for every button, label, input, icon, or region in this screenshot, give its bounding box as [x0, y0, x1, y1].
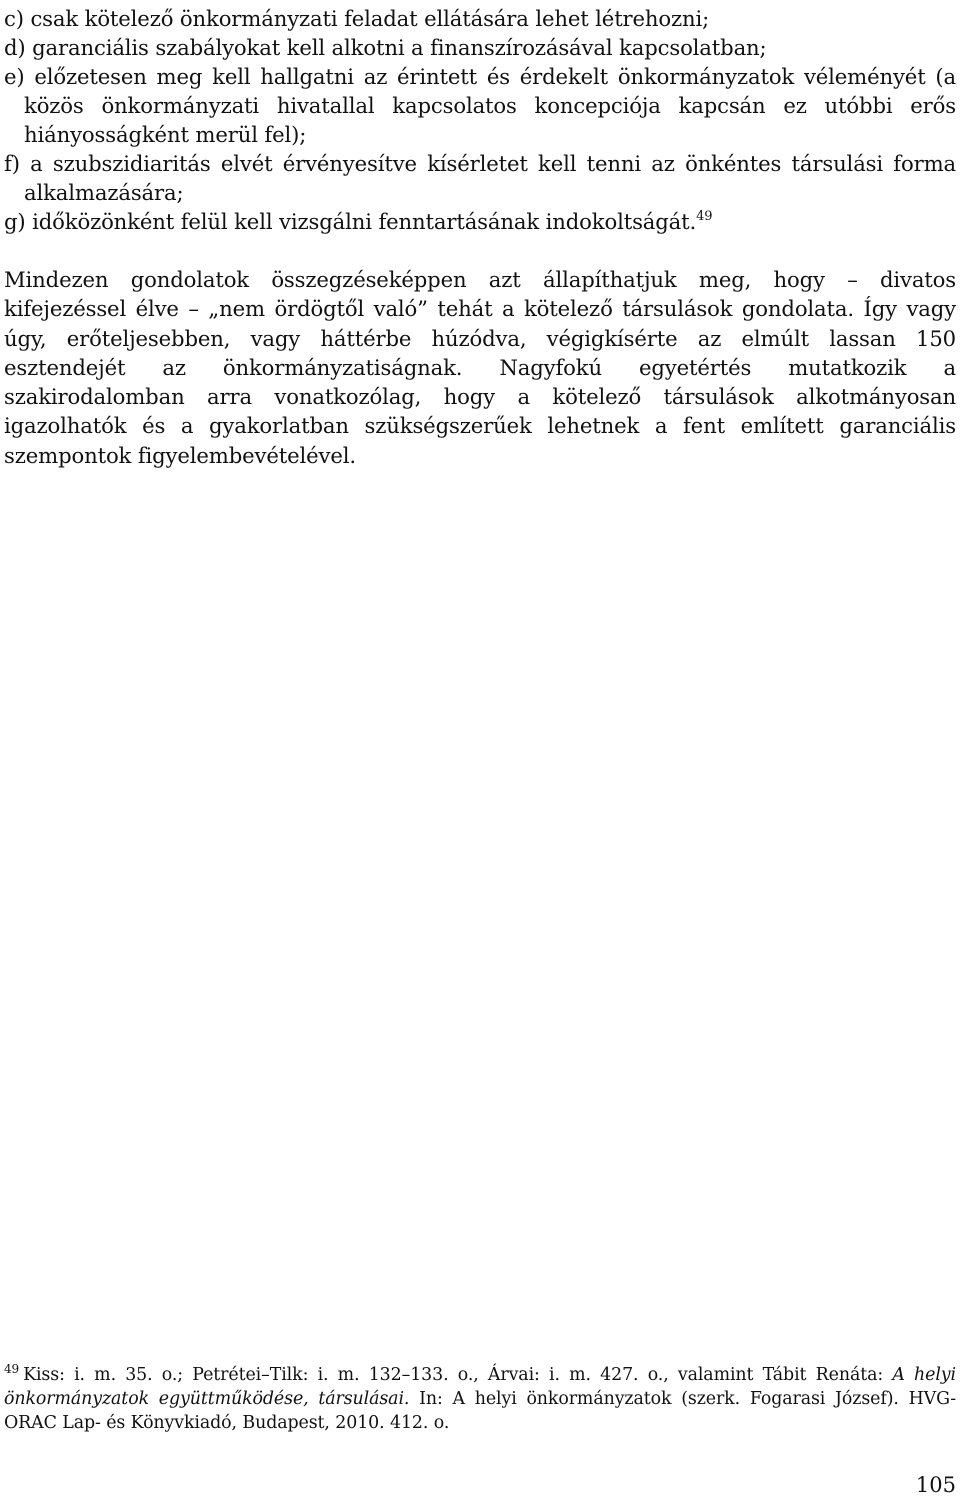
list-marker: f) [4, 151, 20, 176]
footnote-text-before: Kiss: i. m. 35. o.; Petrétei–Tilk: i. m. 132–133. o., Árvai: i. m. 427. o., valamint Tábit Renáta: [23, 1365, 893, 1385]
list-item [4, 4, 956, 33]
list-item [4, 207, 956, 236]
list-marker: c) [4, 6, 24, 31]
list-item [4, 33, 956, 62]
list-item-text: időközönként felül kell vizsgálni fenntartásának indokoltságát. [32, 209, 697, 234]
list-marker: d) [4, 35, 26, 60]
list-item-text: előzetesen meg kell hallgatni az érintett és érdekelt önkormányzatok véleményét (a közös önkormányzati hivatallal kapcsolatos koncepciója kapcsán ez utóbbi erős hiányosságként merül fel); [24, 64, 956, 147]
footnote-reference[interactable]: 49 [696, 209, 713, 224]
list-item-text: csak kötelező önkormányzati feladat ellátására lehet létrehozni; [30, 6, 710, 31]
list-item-text: garanciális szabályokat kell alkotni a finanszírozásával kapcsolatban; [32, 35, 767, 60]
list-item [4, 149, 956, 207]
page-number: 105 [915, 1473, 956, 1497]
footnote-title-italic: A helyi önkormányzatok együttműködése, társulásai. [4, 1365, 956, 1410]
footnote-text-after: In: A helyi önkormányzatok (szerk. Fogarasi József). HVG-ORAC Lap- és Könyvkiadó, Budapest, 2010. 412. o. [4, 1389, 956, 1434]
list-item [4, 62, 956, 149]
list-marker: e) [4, 64, 25, 89]
list-marker: g) [4, 209, 26, 234]
footnote-number: 49 [4, 1362, 20, 1376]
footnote [4, 1363, 956, 1436]
body-paragraph: Mindezen gondolatok összegzéseképpen azt állapíthatjuk meg, hogy – divatos kifejezéssel élve – „nem ördögtől való” tehát a kötelező társulások gondolata. Így vagy úgy, erőteljesebben, vagy háttérbe húzódva, végigkísérte az elmúlt lassan 150 esztendejét az önkormányzatiságnak. Nagyfokú egyetértés mutatkozik a szakirodalomban arra vonatkozólag, hogy a kötelező társulások alkotmányosan igazolhatók és a gyakorlatban szükségszerűek lehetnek a fent említett garanciális szempontok figyelembevételével. [4, 267, 956, 468]
requirements-list [4, 4, 956, 236]
list-item-text: a szubszidiaritás elvét érvényesítve kísérletet kell tenni az önkéntes társulási forma alkalmazására; [24, 151, 957, 205]
